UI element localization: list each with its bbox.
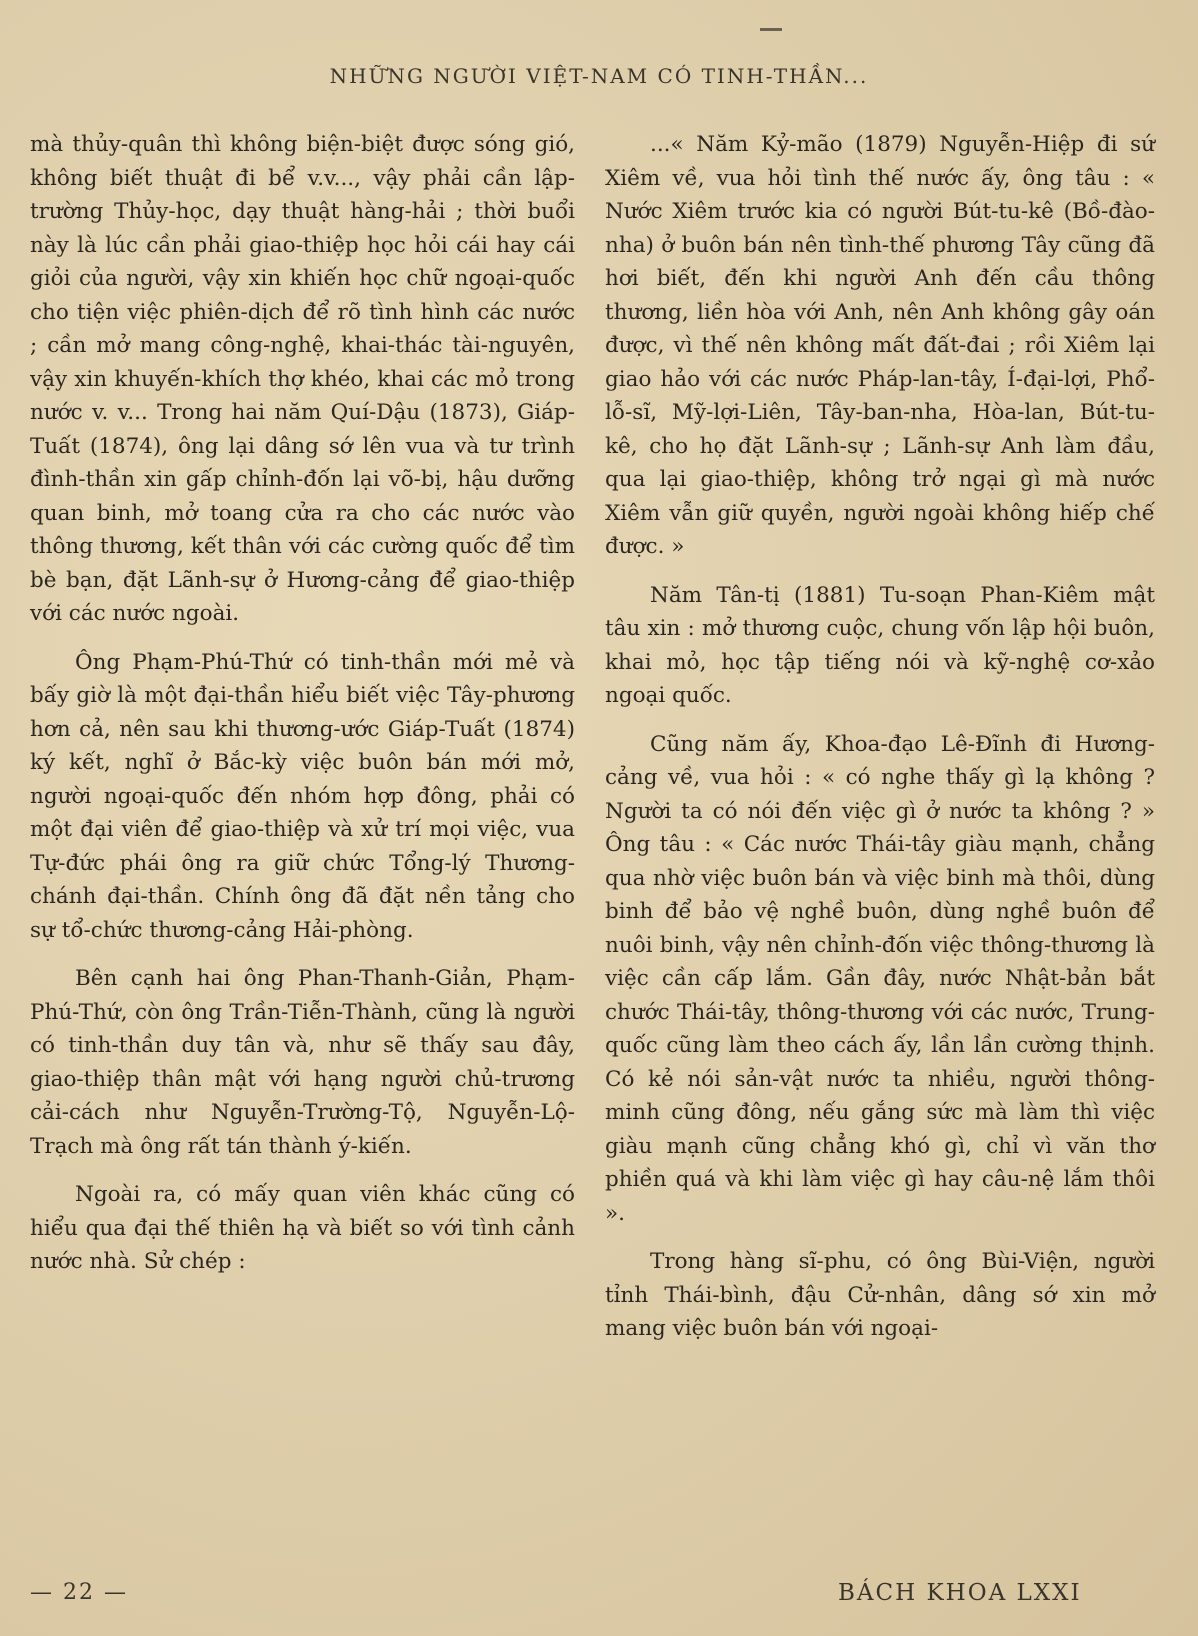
top-dash-mark [760,28,782,31]
left-paragraph-2: Ông Phạm-Phú-Thứ có tinh-thần mới mẻ và bấy giờ là một đại-thần hiểu biết việc Tây-phương hơn cả, nên sau khi thương-ước Giáp-Tuất (1874) ký kết, nghĩ ở Bắc-kỳ việc buôn bán mới mở, người ngoại-quốc đến nhóm hợp đông, phải có một đại viên để giao-thiệp và xử trí mọi việc, vua Tự-đức phái ông ra giữ chức Tổng-lý Thương-chánh đại-thần. Chính ông đã đặt nền tảng cho sự tổ-chức thương-cảng Hải-phòng. [30,649,575,943]
left-paragraph-3: Bên cạnh hai ông Phan-Thanh-Giản, Phạm-Phú-Thứ, còn ông Trần-Tiễn-Thành, cũng là người có tinh-thần duy tân và, như sẽ thấy sau đây, giao-thiệp thân mật với hạng người chủ-trương cải-cách như Nguyễn-Trường-Tộ, Nguyễn-Lộ-Trạch mà ông rất tán thành ý-kiến. [30,966,575,1159]
page-number: — 22 — [30,1580,128,1605]
right-paragraph-1: ...« Năm Kỷ-mão (1879) Nguyễn-Hiệp đi sứ Xiêm về, vua hỏi tình thế nước ấy, ông tâu : « Nước Xiêm trước kia có người Bút-tu-kê (Bồ-đào-nha) ở buôn bán nên tình-thế phương Tây cũng đã hơi biết, đến khi người Anh đến cầu thông thương, liền hòa với Anh, nên Anh không gây oán được, vì thế nên không mất đất-đai ; rồi Xiêm lại giao hảo với các nước Pháp-lan-tây, Í-đại-lợi, Phổ-lỗ-sĩ, Mỹ-lợi-Liên, Tây-ban-nha, Hòa-lan, Bút-tu-kê, cho họ đặt Lãnh-sự ; Lãnh-sự Anh làm đầu, qua lại giao-thiệp, không trở ngại gì mà nước Xiêm vẫn giữ quyền, người ngoài không hiếp chế được. » [605,132,1155,559]
running-header: NHỮNG NGƯỜI VIỆT-NAM CÓ TINH-THẦN... [329,64,869,88]
left-paragraph-4: Ngoài ra, có mấy quan viên khác cũng có hiểu qua đại thế thiên hạ và biết so với tình cảnh nước nhà. Sử chép : [30,1182,575,1274]
right-column [605,128,1155,1361]
right-paragraph-3: Cũng năm ấy, Khoa-đạo Lê-Đĩnh đi Hương-cảng về, vua hỏi : « có nghe thấy gì lạ không ? Người ta có nói đến việc gì ở nước ta không ? » Ông tâu : « Các nước Thái-tây giàu mạnh, chẳng qua nhờ việc buôn bán và việc binh mà thôi, dùng binh để bảo vệ nghề buôn, dùng nghề buôn để nuôi binh, vậy nên chỉnh-đốn việc thông-thương là việc cần cấp lắm. Gần đây, nước Nhật-bản bắt chước Thái-tây, thông-thương với các nước, Trung-quốc cũng làm theo cách ấy, lần lần cường thịnh. Có kẻ nói sản-vật nước ta nhiều, người thông-minh cũng đông, nếu gắng sức mà làm thì việc giàu mạnh cũng chẳng khó gì, chỉ vì văn thơ phiền quá và khi làm việc gì hay câu-nệ lắm thôi ». [605,731,1155,1226]
publication-name: BÁCH KHOA LXXI [838,1580,1082,1606]
left-paragraph-1: mà thủy-quân thì không biện-biệt được sóng gió, không biết thuật đi bể v.v..., vậy phải cần lập-trường Thủy-học, dạy thuật hàng-hải ; thời buổi này là lúc cần phải giao-thiệp học hỏi cái hay cái giỏi của người, vậy xin khiến học chữ ngoại-quốc cho tiện việc phiên-dịch để rõ tình hình các nước ; cần mở mang công-nghệ, khai-thác tài-nguyên, vậy xin khuyến-khích thợ khéo, khai các mỏ trong nước v. v... Trong hai năm Quí-Dậu (1873), Giáp-Tuất (1874), ông lại dâng sớ lên vua và tư trình đình-thần xin gấp chỉnh-đốn lại võ-bị, hậu dưỡng quan binh, mở toang cửa ra cho các nước vào thông thương, kết thân với các cường quốc để tìm bè bạn, đặt Lãnh-sự ở Hương-cảng để giao-thiệp với các nước ngoài. [30,132,575,626]
right-paragraph-2: Năm Tân-tị (1881) Tu-soạn Phan-Kiêm mật tâu xin : mở thương cuộc, chung vốn lập hội buôn, khai mỏ, học tập tiếng nói và kỹ-nghệ cơ-xảo ngoại quốc. [605,582,1155,708]
left-column [30,128,575,1294]
right-paragraph-4: Trong hàng sĩ-phu, có ông Bùi-Viện, người tỉnh Thái-bình, đậu Cử-nhân, dâng sớ xin mở mang việc buôn bán với ngoại- [605,1249,1155,1341]
